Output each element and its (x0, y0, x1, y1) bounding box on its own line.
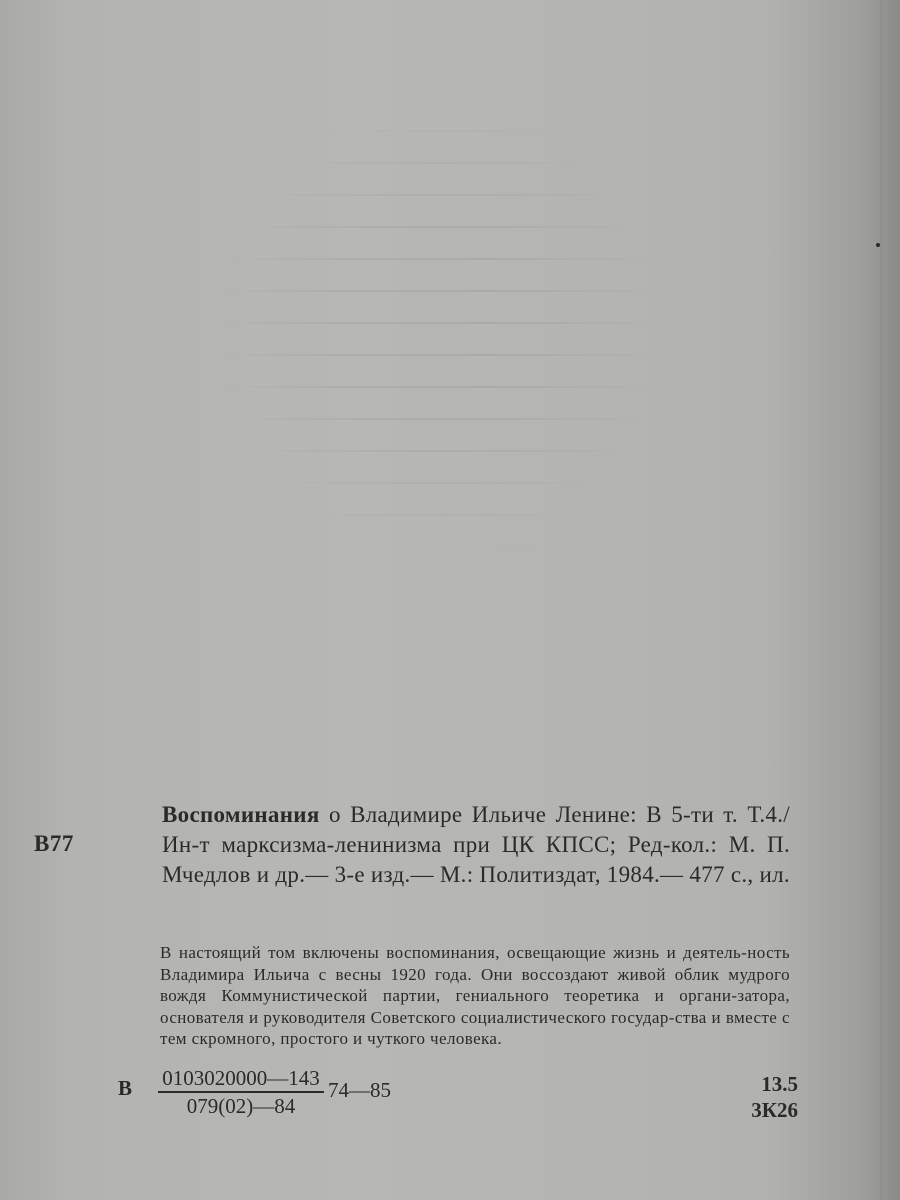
author-index-code: В77 (34, 831, 74, 856)
book-title: Воспоминания (162, 802, 320, 827)
code-series: 74—85 (328, 1078, 391, 1102)
ink-speck (876, 243, 880, 247)
bibliographic-description (162, 800, 790, 890)
catalog-code-block (118, 1066, 798, 1136)
code-numerator: 0103020000—143 (162, 1066, 320, 1090)
bibliographic-entry (30, 800, 790, 890)
bibliographic-details: о Владимире Ильиче Ленине: В 5-ти т. Т.4./ Ин-т марксизма-ленинизма при ЦК КПСС; Ред-кол.: М. П. Мчедлов и др.— 3-е изд.— М.: Политиздат, 1984.— 477 с., ил. (162, 802, 790, 887)
annotation-paragraph: В настоящий том включены воспоминания, освещающие жизнь и деятель-ность Владимира Ильича с весны 1920 года. Они воссоздают живой облик мудрого вождя Коммунистической партии, гениального теоретика и органи-затора, основателя и руководителя Советского социалистического государ-ства и вместе с тем скромного, простого и чуткого человека. (160, 943, 790, 1048)
fraction-line (158, 1091, 324, 1093)
bbk-code-top: 13.5 (761, 1072, 798, 1096)
show-through-text (230, 100, 650, 560)
bbk-code (751, 1071, 798, 1123)
page-edge (880, 0, 882, 1200)
code-letter: В (118, 1076, 133, 1100)
bbk-code-bottom: 3К26 (751, 1098, 798, 1122)
code-fraction (158, 1066, 324, 1118)
code-denominator: 079(02)—84 (186, 1093, 296, 1118)
